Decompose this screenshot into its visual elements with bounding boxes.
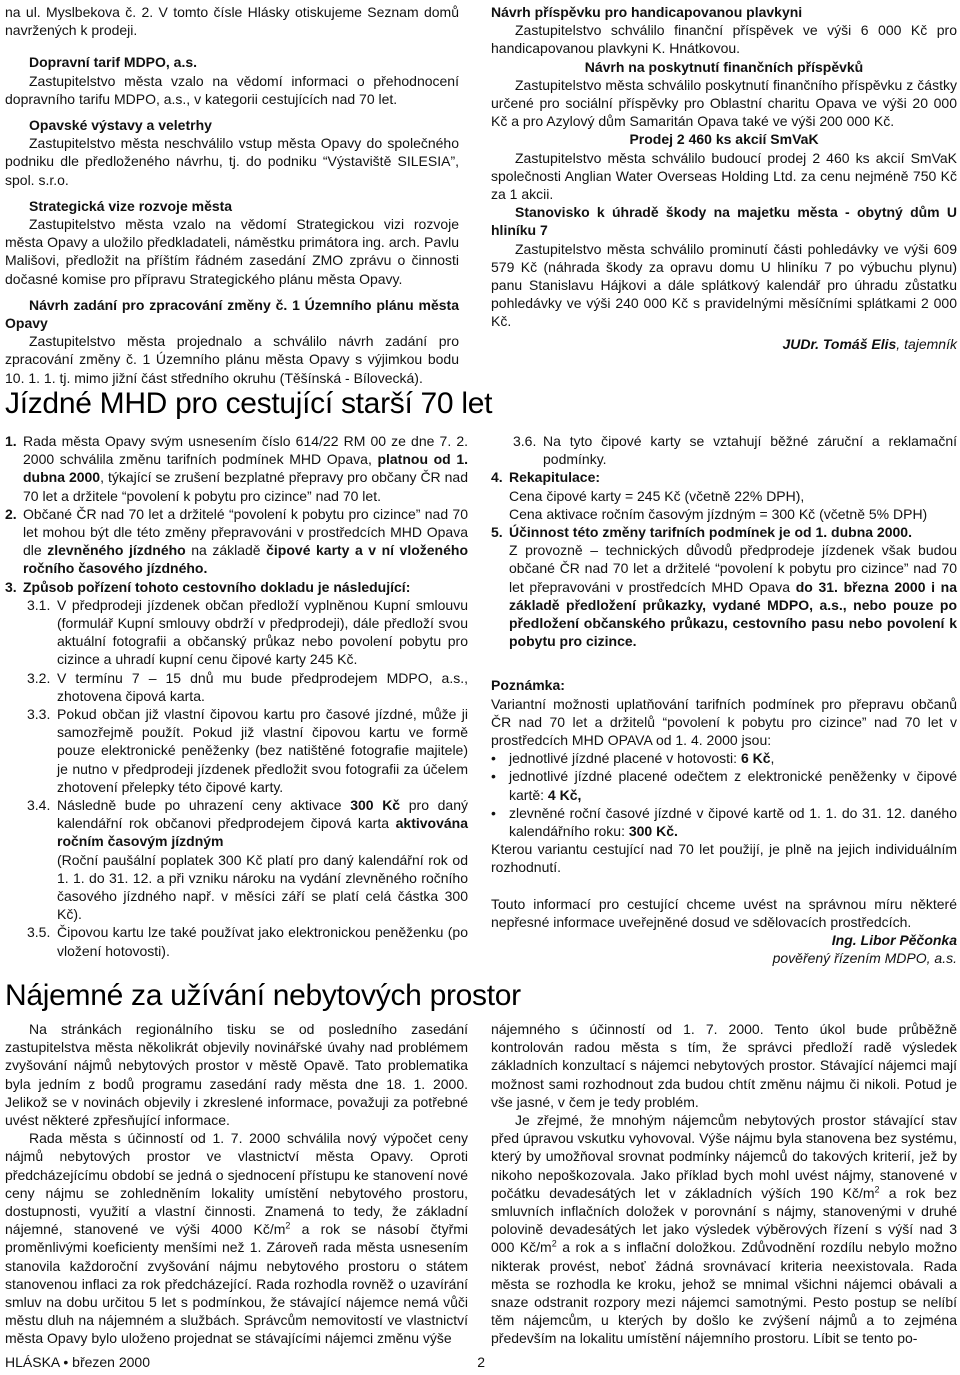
signature-role: , tajemník bbox=[896, 335, 957, 352]
footer-publication: HLÁSKA • březen 2000 bbox=[5, 1354, 150, 1370]
note-text: Variantní možnosti uplatňování tarifních podmínek pro přepravu občanů ČR nad 70 let a držitelů “povolení k pobytu pro cizince” nad 70 let v prostředcích MHD OPAVA od 1. 4. 2000 jsou: bbox=[491, 695, 957, 749]
list-item-bold: 6 Kč bbox=[740, 750, 771, 767]
mhd-item-3 bbox=[5, 578, 468, 596]
superscript: 2 bbox=[285, 1220, 291, 1231]
sub-text: V předprodeji jízdenek občan předloží vyplněnou Kupní smlouvu (formulář Kupní smlouvy obdrží v předprodeji), dále předloží svou aktuální fotografii a občanský průkaz nebo povolení pobytu pro cizince a uhradí kupní cenu čipové karty 245 Kč. bbox=[57, 596, 468, 668]
mhd-item-4 bbox=[491, 468, 957, 523]
smvak-heading: Prodej 2 460 ks akcií SmVaK bbox=[629, 131, 819, 148]
paragraph-text: Rada města s účinností od 1. 7. 2000 schválila nový výpočet ceny nájmů nebytových prostor ve vlastnictví města Opavy. Oproti předcházejícímu období se jedná o sjednocení přístupu ke stanovení nové ceny nájmu se zohledněním lokality umístění nebytového prostoru, dostupnosti, využití a vlastní činnosti. Znamená to tedy, že základní nájemné, stanovené ve výši 4000 Kč/m bbox=[5, 1130, 468, 1238]
top-right-column bbox=[491, 3, 957, 353]
paragraph-text: a rok se násobí čtyřmi proměnlivými koeficienty menšími než 1. Zároveň rada města usnesením stanovila každoroční zvyšování nájmu nebytového prostoru o státem stanovenou inflaci za rok předcházející. Rada rozhodla rovněž o uzavírání smluv na dobu určitou 5 let s podmínkou, že stávající nájemce nemá vůči městu dluh na nájemném a službách. Správcům nemovitostí ve vlastnictví města Opavy bylo uloženo projednat se stávajícími nájemci změnu výše bbox=[5, 1221, 469, 1347]
prispevky-heading: Návrh na poskytnutí finančních příspěvků bbox=[584, 58, 864, 75]
superscript: 2 bbox=[874, 1184, 880, 1195]
sub-number: 3.1. bbox=[27, 596, 51, 613]
mhd-signature-name: Ing. Libor Pěčonka bbox=[831, 932, 957, 949]
sub-number: 3.4. bbox=[27, 797, 51, 814]
mhd-sub-3-4 bbox=[5, 796, 468, 923]
najem-right-column bbox=[491, 1020, 957, 1348]
mhd-item-1 bbox=[5, 432, 468, 505]
najem-paragraph-1: Na stránkách regionálního tisku se od posledního zasedání zastupitelstva města několikrát objevily novinářské úvahy nad problémem zvyšování nájmů nebytových prostor v městě Opavě. Tato problematika byla jedním z bodů programu zasedání rady města dne 18. 1. 2000. Jelikož se v novinách objevily i zkreslené informace, považuji za potřebné uvést některé zpřesňující informace. bbox=[5, 1021, 468, 1129]
sub-text-bold: 300 Kč bbox=[350, 797, 401, 814]
mhd-item-2 bbox=[5, 505, 468, 578]
sub-text-bold: aktivována ročním časovým jízdným bbox=[57, 815, 468, 850]
sub-text: Pokud občan již vlastní čipovou kartu pro časové jízdné, může ji samozřejmě použít. Pokud již vlastní čipovou kartu ve formě pouze elektronické peněženky (bez natištěné fotografie majitele) je nutno v předprodeji jízdenek předložit svou fotografii za účelem zhotovení přelepky této čipové karty. bbox=[57, 706, 468, 795]
mhd-item-5 bbox=[491, 523, 957, 650]
item-number: 4. bbox=[491, 469, 503, 486]
list-item bbox=[491, 804, 957, 840]
item-text: Z provozně – technických důvodů předprodeje jízdenek však budou občané ČR nad 70 let a držitelé “povolení k pobytu pro cizince” nad 70 let přepravováni v prostředcích MHD Opava bbox=[509, 542, 957, 595]
sub-text: pro daný kalendářní rok občanovi předprodejem čipová karta bbox=[57, 797, 468, 832]
mhd-title: Jízdné MHD pro cestující starší 70 let bbox=[5, 387, 493, 420]
item-heading: Rekapitulace: bbox=[509, 469, 601, 486]
bullet: • bbox=[491, 804, 496, 821]
mhd-left-column bbox=[5, 432, 468, 960]
bullet: • bbox=[491, 750, 496, 767]
mhd-sub-3-2 bbox=[5, 669, 468, 705]
sub-text: Následně bude po uhrazení ceny aktivace bbox=[57, 797, 351, 814]
sub-number: 3.2. bbox=[27, 669, 51, 686]
mhd-sub-3-1 bbox=[5, 596, 468, 669]
recap-line-1: Cena čipové karty = 245 Kč (včetně 22% DPH), bbox=[509, 487, 805, 504]
tajemnik-signature bbox=[491, 335, 957, 353]
tarif-text: Zastupitelstvo města vzalo na vědomí informaci o přehodnocení dopravního tarifu MDPO, a.s., v kategorii cestujících nad 70 let. bbox=[5, 72, 459, 107]
plan-heading: Návrh zadání pro zpracování změny č. 1 Územního plánu města Opavy bbox=[5, 296, 459, 332]
list-item-text: jednotlivé jízdné placené odečtem z elektronické peněženky v čipové kartě: bbox=[509, 768, 957, 803]
list-item-bold: 300 Kč. bbox=[628, 823, 678, 840]
najem-left-column bbox=[5, 1020, 468, 1348]
sub-number: 3.3. bbox=[27, 706, 51, 723]
najem-paragraph-3: nájemného s účinností od 1. 7. 2000. Tento úkol bude průběžně kontrolován radou města s tím, že správci předloží radě výsledek základních konzultací s nájemci nebytových prostor. Stávající nájemci mají možnost sami rozhodnout zda budou chtít změnu nájmu či nikoli. Potud je vše jasné, v čem je tedy problém. bbox=[491, 1021, 957, 1110]
item-heading: Způsob pořízení tohoto cestovního dokladu je následující: bbox=[23, 578, 411, 595]
item-heading: Účinnost této změny tarifních podmínek je od 1. dubna 2000. bbox=[509, 524, 912, 541]
item-number: 3. bbox=[5, 578, 17, 595]
signature-name: JUDr. Tomáš Elis bbox=[782, 335, 897, 352]
plan-text: Zastupitelstvo města projednalo a schválilo návrh zadání pro zpracování změny č. 1 Územního plánu města Opavy s výjimkou bodu 10. 1. 1. tj. mimo jižní část středního okruhu (Těšínská - Bílovecká). bbox=[5, 333, 459, 386]
note-heading: Poznámka: bbox=[491, 677, 565, 694]
item-text: na základě bbox=[185, 542, 267, 559]
paragraph-text: Je zřejmé, že mnohým nájemcům nebytových prostor stávající stav před úpravou vskutku vyhovoval. Výše nájmu byla stanovena bez systému, který by umožňoval srovnat podmínky nájemců do takových kriterií, jež by nikoho nepoškozovala. Jako příklad bych mohl uvést nájmy, stanovené v počátku devadesátých let v základních výších 190 Kč/m bbox=[491, 1112, 957, 1201]
note-end-text: Kterou variantu cestující nad 70 let použijí, je plně na jejich individuálním rozhodnutí. bbox=[491, 841, 957, 876]
item-text-bold: do 31. března 2000 i na základě předložení průkazky, vydané MDPO, a.s., nebo pouze po předložení občanského průkazu, cestovního pasu nebo povolení k pobytu pro cizince. bbox=[509, 578, 957, 650]
plavkyne-text: Zastupitelstvo schválilo finanční příspěvek ve výši 6 000 Kč pro handicapovanou plavkyni K. Hnátkovou. bbox=[491, 22, 957, 57]
top-left-column bbox=[5, 3, 459, 387]
skoda-text: Zastupitelstvo města schválilo prominutí části pohledávky ve výši 609 579 Kč (náhrada škody za opravu domu U hliníku 7 po výbuchu plynu) panu Stanislavu Hájkovi a dále splátkový kalendář pro úhradu zůstatku pohledávky ve výši 240 000 Kč s pravidelnými měsíčními splátkami 2 000 Kč. bbox=[491, 240, 957, 330]
vystavy-text: Zastupitelstvo města neschválilo vstup města Opavy do společného podniku dle předloženého návrhu, tj. do podniku “Výstaviště SILESIA”, spol. s.r.o. bbox=[5, 135, 459, 188]
recap-line-2: Cena aktivace ročním časovým jízdným = 300 Kč (včetně 5% DPH) bbox=[509, 505, 928, 522]
mhd-signature-role: pověřený řízením MDPO, a.s. bbox=[772, 950, 957, 967]
item-text: , týkající se zrušení bezplatné přepravy pro občany ČR nad 70 let a držitele “povolení k pobytu pro cizince” nad 70 let. bbox=[23, 469, 468, 504]
page-footer bbox=[5, 1353, 485, 1371]
list-item bbox=[491, 767, 957, 803]
najem-paragraph-4 bbox=[491, 1111, 957, 1348]
najem-title: Nájemné za užívání nebytových prostor bbox=[5, 979, 521, 1012]
mhd-sub-3-5 bbox=[5, 923, 468, 959]
sub-text: V termínu 7 – 15 dnů mu bude předprodejem MDPO, a.s., zhotovena čipová karta. bbox=[57, 669, 468, 704]
list-item-text: jednotlivé jízdné placené v hotovosti: bbox=[509, 750, 741, 767]
list-item-text: zlevněné roční časové jízdné v čipové kartě od 1. 1. do 31. 12. daného kalendářního roku: bbox=[509, 804, 957, 840]
intro-text: na ul. Myslbekova č. 2. V tomto čísle Hlásky otiskujeme Seznam domů navržených k prodeji. bbox=[5, 4, 459, 39]
item-text-bold: čipové karty a v ní vloženého ročního časového jízdného. bbox=[23, 542, 468, 577]
list-item bbox=[491, 749, 957, 767]
superscript: 2 bbox=[551, 1238, 557, 1249]
vize-text: Zastupitelstvo města vzalo na vědomí Strategickou vizi rozvoje města Opavy a uložilo předkladateli, náměstku primátora ing. arch. Pavlu Mališovi, předložit na příštím řádném zasedání ZMO zprávu o činnosti dočasné komise pro přípravu Strategického plánu města Opavy. bbox=[5, 216, 459, 287]
smvak-text: Zastupitelstvo města schválilo budoucí prodej 2 460 ks akcií SmVaK společnosti Anglian Water Overseas Holding Ltd. za cenu nejméně 750 Kč za 1 akcii. bbox=[491, 149, 957, 203]
item-number: 2. bbox=[5, 505, 17, 522]
list-item-bold: 4 Kč, bbox=[547, 786, 582, 803]
sub-text: Čipovou kartu lze také používat jako elektronickou peněženku (po vložení hotovosti). bbox=[57, 924, 468, 959]
item-text: Občané ČR nad 70 let a držitelé “povolení k pobytu pro cizince” nad 70 let mohou být dle této změny přepravováni v prostředcích MHD Opava dle bbox=[23, 505, 468, 559]
vize-heading: Strategická vize rozvoje města bbox=[29, 197, 233, 214]
list-item-text: , bbox=[770, 750, 775, 767]
page-number: 2 bbox=[477, 1354, 485, 1370]
mhd-sub-3-3 bbox=[5, 705, 468, 796]
plavkyne-heading: Návrh příspěvku pro handicapovanou plavkyni bbox=[491, 4, 803, 20]
item-number: 1. bbox=[5, 433, 17, 449]
skoda-heading: Stanovisko k úhradě škody na majetku města - obytný dům U hliníku 7 bbox=[491, 204, 957, 239]
item-number: 5. bbox=[491, 524, 503, 541]
sub-text: (Roční paušální poplatek 300 Kč platí pro daný kalendářní rok od 1. 1. do 31. 12. a při vzniku nároku na vydání zlevněného ročního časového jízdného např. v měsíci září se platí celá částka 300 Kč). bbox=[57, 851, 468, 923]
item-text-bold: zlevněného jízdného bbox=[47, 542, 186, 559]
paragraph-text: a rok bez smluvních inflačních doložek v porovnání s nájmy, stanovenými v druhé polovině devadesátých let jako výsledek výběrových řízení s výší nad 3 000 Kč/m bbox=[491, 1184, 957, 1256]
vystavy-heading: Opavské výstavy a veletrhy bbox=[29, 117, 212, 134]
item-text-bold: platnou od 1. dubna 2000 bbox=[23, 451, 469, 486]
sub-number: 3.5. bbox=[27, 924, 51, 941]
mhd-sub-3-6 bbox=[491, 432, 957, 468]
sub-text: Na tyto čipové karty se vztahují běžné záruční a reklamační podmínky. bbox=[543, 433, 957, 468]
info-text: Touto informací pro cestující chceme uvést na správnou míru některé nepřesné informace uveřejněné dosud ve sdělovacích prostředcích. bbox=[491, 895, 957, 930]
tarif-heading: Dopravní tarif MDPO, a.s. bbox=[29, 54, 198, 71]
mhd-right-column bbox=[491, 432, 957, 967]
item-text: Rada města Opavy svým usnesením číslo 614/22 RM 00 ze dne 7. 2. 2000 schválila změnu tarifních podmínek MHD Opava, bbox=[23, 433, 468, 468]
bullet: • bbox=[491, 768, 496, 785]
najem-paragraph-2 bbox=[5, 1129, 468, 1347]
paragraph-text: a rok a s inflační doložkou. Zdůvodnění rozdílu nebylo možno nikterak provést, neboť žádná srovnávací kriteria neexistovala. Rada města se rozhodla ke kroku, jehož se mnimal všichni nájemci obávali a snaze odstranit rozpory mezi nájemci samotnými. Pesto postup se nelíbí těm nájemcům, u kterých by došlo ke zvýšení nájmů a to zejména především na lokalitu umístění nájemního prostoru. Líbit se tento po- bbox=[491, 1239, 957, 1347]
sub-number: 3.6. bbox=[513, 433, 537, 449]
prispevky-text: Zastupitelstvo města schválilo poskytnutí finančního příspěvku z částky určené pro sociální příspěvky pro Oblastní charitu Opava ve výši 20 000 Kč a pro Azylový dům Samaritán Opava také ve výši 200 000 Kč. bbox=[491, 76, 957, 130]
